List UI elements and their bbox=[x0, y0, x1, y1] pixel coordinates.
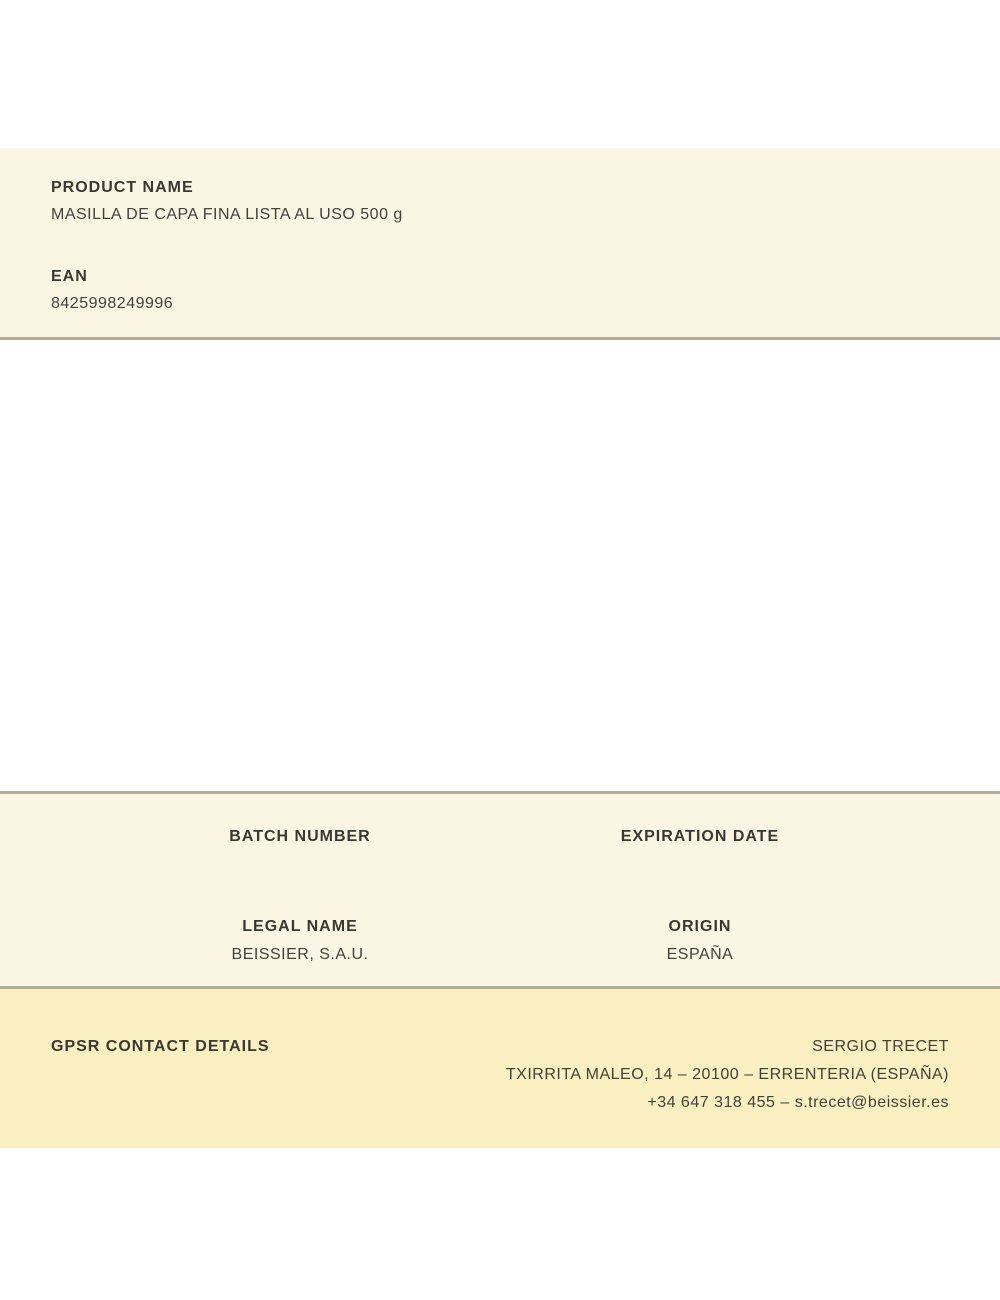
product-name-label: PRODUCT NAME bbox=[51, 179, 194, 196]
origin-cell bbox=[500, 914, 900, 968]
batch-info-section bbox=[0, 791, 1000, 989]
gpsr-contact-address: TXIRRITA MALEO, 14 – 20100 – ERRENTERIA (ESPAÑA) bbox=[505, 1066, 949, 1083]
origin-label: ORIGIN bbox=[668, 918, 732, 935]
batch-info-grid bbox=[100, 824, 900, 968]
product-name-field bbox=[51, 175, 949, 228]
ean-label: EAN bbox=[51, 268, 88, 285]
batch-number-cell bbox=[100, 824, 500, 850]
origin-value: ESPAÑA bbox=[666, 946, 734, 963]
gpsr-contact-label: GPSR CONTACT DETAILS bbox=[51, 1038, 270, 1055]
legal-name-cell bbox=[100, 914, 500, 968]
ean-value: 8425998249996 bbox=[51, 295, 174, 312]
legal-name-label: LEGAL NAME bbox=[242, 918, 358, 935]
product-info-section bbox=[0, 148, 1000, 340]
gpsr-contact-phone-email: +34 647 318 455 – s.trecet@beissier.es bbox=[647, 1094, 949, 1111]
expiration-date-label: EXPIRATION DATE bbox=[620, 828, 780, 845]
expiration-date-cell bbox=[500, 824, 900, 850]
product-name-value: MASILLA DE CAPA FINA LISTA AL USO 500 g bbox=[51, 206, 403, 223]
ean-field bbox=[51, 264, 949, 317]
gpsr-contact-section bbox=[0, 989, 1000, 1148]
legal-name-value: BEISSIER, S.A.U. bbox=[231, 946, 369, 963]
batch-number-label: BATCH NUMBER bbox=[229, 828, 371, 845]
gpsr-contact-block bbox=[506, 1033, 949, 1117]
gpsr-contact-name: SERGIO TRECET bbox=[812, 1038, 949, 1055]
